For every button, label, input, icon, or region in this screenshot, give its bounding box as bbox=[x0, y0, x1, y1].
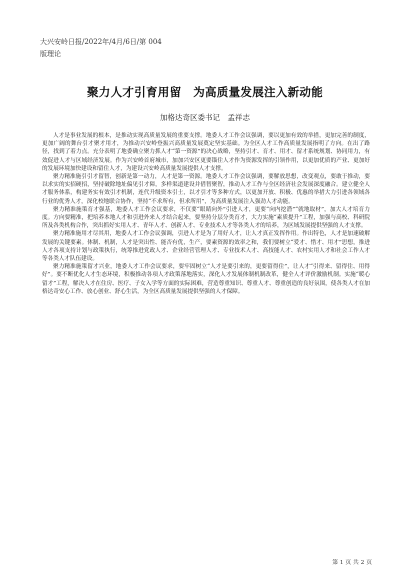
paragraph: 聚力精准施策育才强基，地委人才工作会议要求，不仅要“眼睛向外”引进人才，更要“向内挖潜”“就地取材”，加大人才培育力度。方向要精准，把培养本地人才和引进外来人才结合起来，要坚持分层分类育才，大力实施“素质提升”工程，加强与高校、科研院所及各类机构合作，突出抓好实用人才、青年人才、创新人才、专业技术人才等各类人才的培养，为区域发展提供坚强的人才支撑。 bbox=[42, 206, 370, 230]
paragraph: 聚力精准施用才尽其用，地委人才工作会议强调，引进人才是为了用好人才，让人才真正发挥作用。作出特色，人才是加速破解发展的关键要素。体制、机制，人才是突出性、能否有优，生产，要素资源的效率之和，我们要树立“爱才、惜才、用才”思想，推进人才各项支持计划与政策执行，统筹推进党政人才、企业经营管理人才、专业技术人才、高技能人才、农村实用人才和社会工作人才等各类人才队伍建设。 bbox=[42, 231, 370, 263]
article-title: 聚力人才引育用留 为高质量发展注入新动能 bbox=[87, 85, 323, 99]
article-body bbox=[42, 132, 370, 296]
section-label: 版理论 bbox=[40, 50, 61, 58]
article-author: 加格达奇区委书记 孟祥志 bbox=[160, 113, 250, 122]
document-meta bbox=[40, 36, 162, 60]
paragraph: 聚力精准施策留才兴业，地委人才工作会议要求，要牢固树立“人才是要引来的，更要留得住”，让人才“引得来、留得住、用得好”。要不断优化人才生态环境，积极推动各项人才政策落地落实，深化人才发展体制机制改革，健全人才评价激励机制。实施“暖心留才”工程，解决人才在住房、医疗、子女入学等方面的实际困难，营造尊重知识、尊重人才、尊重创造的良好氛围，使各类人才在加格达奇安心工作、放心创业、舒心生活，为全区高质量发展提供坚强的人才保障。 bbox=[42, 264, 370, 295]
paragraph: 人才是事业发展的根本，是推动实现高质量发展的重要支撑。地委人才工作会议强调，要以更加有效的举措，更加完善的制度，更加广阔的舞台引才聚才用才，为推动兴安岭登振兴高质量发展奠定坚实基础。为全区人才工作高质量发展指明了方向。在出了路径，找到了着力点。充分表明了地委确立聚力抓人才“第一资源”的决心战略，坚持引才、育才、用才、留才系统规划、协同用力，有效促进人才与区域经济发展。作为兴安岭首府城市，加加兴安区更要锚住人才作为资源发挥的引领作用，以更加优质的产业、更加好的发展环境加快建设和留住人才，为建设兴安岭高质量发展提供人才支撑。 bbox=[42, 133, 370, 172]
source-line: 大兴安岭日报/2022年/4月/6日/第 004 bbox=[40, 38, 162, 46]
page-number: 第 1 页 共 2 页 bbox=[332, 560, 372, 566]
paragraph: 聚力精准施引引才留智，创新是第一动力，人才是第一资源。地委人才工作会议强调，要解放思想，改变观点，要敢于推动，要以求实的实招硬招，坚持破除地址偏见引才障，多样渠道建设并借智聚智，推动人才工作与全区经济社会发展深度融合。建立健全人才服务体系，构建务实有效引才机制，连代升级资本引士，以才引才等多种方式，以更加开放、积极、优惠的举措大力引进各领域各行业的优秀人才，深化校地联合协作，坚持“不求所有，但求所用”，为高质量发展注入强劲人才动能。 bbox=[42, 174, 370, 205]
